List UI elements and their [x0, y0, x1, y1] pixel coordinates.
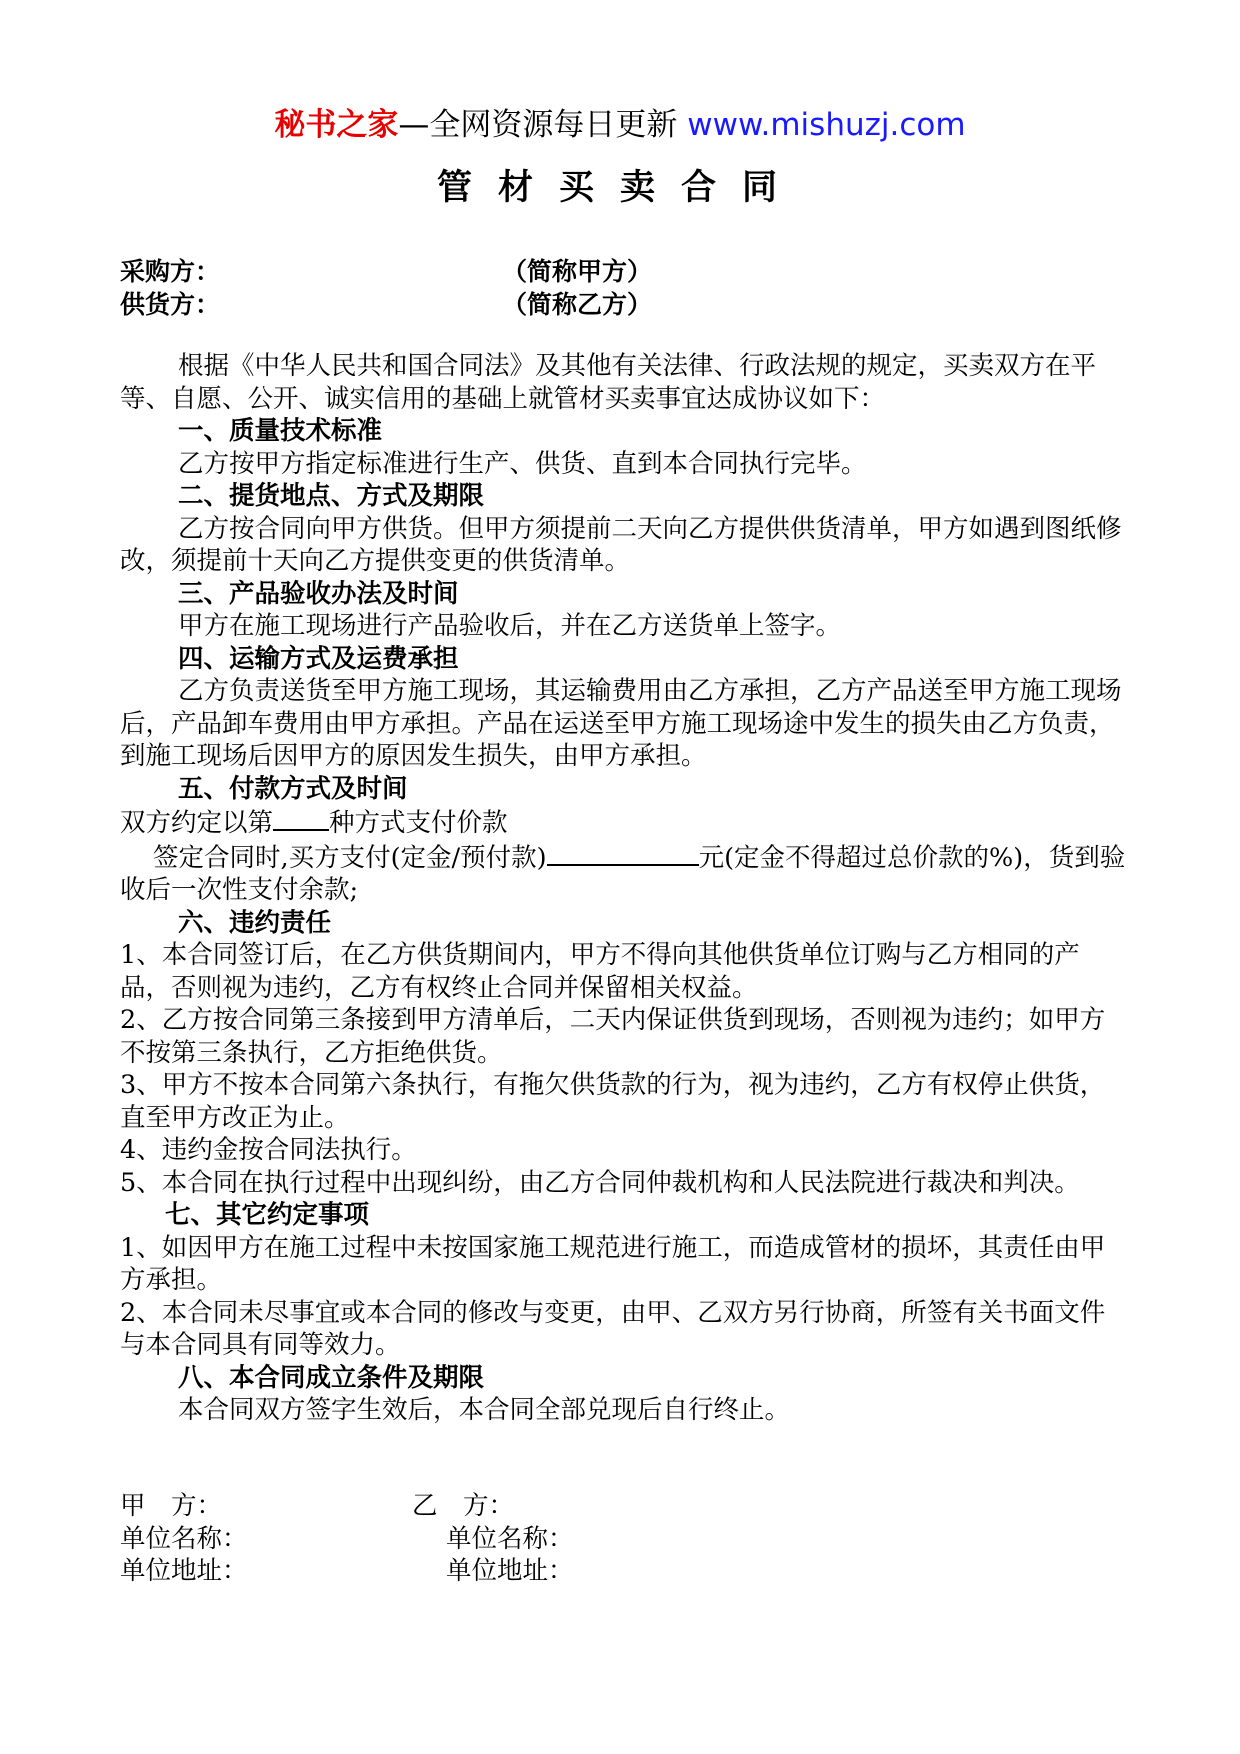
- intro-paragraph: 根据《中华人民共和国合同法》及其他有关法律、行政法规的规定，买卖双方在平等、自愿、公开、诚实信用的基础上就管材买卖事宜达成协议如下：: [120, 351, 1097, 414]
- site-url: www.mishuzj.com: [687, 107, 966, 143]
- deposit-suffix: 元(定金不得超过总价款的%)，货到验收后一次性支付余款;: [120, 842, 1126, 905]
- party-b-label: 乙 方：: [412, 1491, 515, 1521]
- section-5-heading: 五、付款方式及时间: [178, 773, 408, 804]
- buyer-row: [120, 255, 680, 288]
- signature-unit-name-row: [120, 1523, 1020, 1556]
- payment-method-blank: [273, 805, 329, 831]
- signature-block: [120, 1490, 1020, 1588]
- payment-method-suffix: 种方式支付价款: [329, 808, 508, 838]
- section-8-text: 本合同双方签字生效后，本合同全部兑现后自行终止。: [178, 1395, 791, 1425]
- brand-name: 秘书之家: [274, 107, 399, 143]
- signature-unit-address-row: [120, 1555, 1020, 1588]
- site-header: [0, 104, 1240, 146]
- section-6-item: 2、乙方按合同第三条接到甲方清单后，二天内保证供货到现场，否则视为违约；如甲方不按第三条执行，乙方拒绝供货。: [120, 1005, 1106, 1068]
- buyer-abbr: （简称甲方）: [502, 257, 653, 286]
- section-2-text: 乙方按合同向甲方供货。但甲方须提前二天向乙方提供供货清单，甲方如遇到图纸修改，须提前十天向乙方提供变更的供货清单。: [120, 513, 1122, 576]
- section-4-heading: 四、运输方式及运费承担: [178, 643, 459, 674]
- section-1-heading: 一、质量技术标准: [178, 416, 383, 446]
- section-6-item: 1、本合同签订后，在乙方供货期间内，甲方不得向其他供货单位订购与乙方相同的产品，否则视为违约，乙方有权终止合同并保留相关权益。: [120, 940, 1080, 1003]
- seller-row: [120, 288, 680, 321]
- deposit-amount-blank: [547, 840, 699, 866]
- section-6-item: 4、违约金按合同法执行。: [120, 1135, 417, 1165]
- header-slogan: —全网资源每日更新: [398, 107, 678, 143]
- seller-label: 供货方：: [120, 290, 221, 319]
- section-3-heading: 三、产品验收办法及时间: [178, 578, 459, 609]
- section-7-item: 2、本合同未尽事宜或本合同的修改与变更，由甲、乙双方另行协商，所签有关书面文件与本合同具有同等效力。: [120, 1297, 1106, 1360]
- section-1-text: 乙方按甲方指定标准进行生产、供货、直到本合同执行完毕。: [178, 448, 867, 479]
- party-a-unit-name: 单位名称：: [120, 1523, 248, 1554]
- party-a-unit-address: 单位地址：: [120, 1556, 248, 1586]
- contract-body: [120, 350, 1130, 1427]
- section-7-heading: 七、其它约定事项: [165, 1200, 370, 1230]
- party-a-label: 甲 方：: [120, 1491, 223, 1521]
- document-title: 管材买卖合同: [436, 168, 803, 208]
- party-b-unit-address: 单位地址：: [446, 1556, 574, 1586]
- section-7-item: 1、如因甲方在施工过程中未按国家施工规范进行施工，而造成管材的损坏，其责任由甲方承担。: [120, 1232, 1106, 1295]
- section-2-heading: 二、提货地点、方式及期限: [178, 481, 485, 511]
- section-6-item: 5、本合同在执行过程中出现纠纷，由乙方合同仲裁机构和人民法院进行裁决和判决。: [120, 1167, 1080, 1198]
- party-b-unit-name: 单位名称：: [446, 1523, 574, 1554]
- section-6-heading: 六、违约责任: [178, 907, 332, 938]
- section-3-text: 甲方在施工现场进行产品验收后，并在乙方送货单上签字。: [178, 611, 842, 641]
- buyer-label: 采购方：: [120, 257, 221, 286]
- section-6-item: 3、甲方不按本合同第六条执行，有拖欠供货款的行为，视为违约，乙方有权停止供货，直至甲方改正为止。: [120, 1070, 1106, 1133]
- signature-party-row: [120, 1490, 1020, 1523]
- section-8-heading: 八、本合同成立条件及期限: [178, 1362, 485, 1393]
- payment-method-line: [120, 805, 1130, 840]
- section-4-text: 乙方负责送货至甲方施工现场，其运输费用由乙方承担，乙方产品送至甲方施工现场后，产品卸车费用由甲方承担。产品在运送至甲方施工现场途中发生的损失由乙方负责，到施工现场后因甲方的原因发生损失，由甲方承担。: [120, 676, 1122, 771]
- payment-method-prefix: 双方约定以第: [120, 808, 274, 838]
- seller-abbr: （简称乙方）: [502, 290, 653, 319]
- deposit-line: [120, 840, 1130, 907]
- deposit-prefix: 签定合同时,买方支付(定金/预付款): [153, 842, 547, 873]
- parties-block: [120, 255, 680, 321]
